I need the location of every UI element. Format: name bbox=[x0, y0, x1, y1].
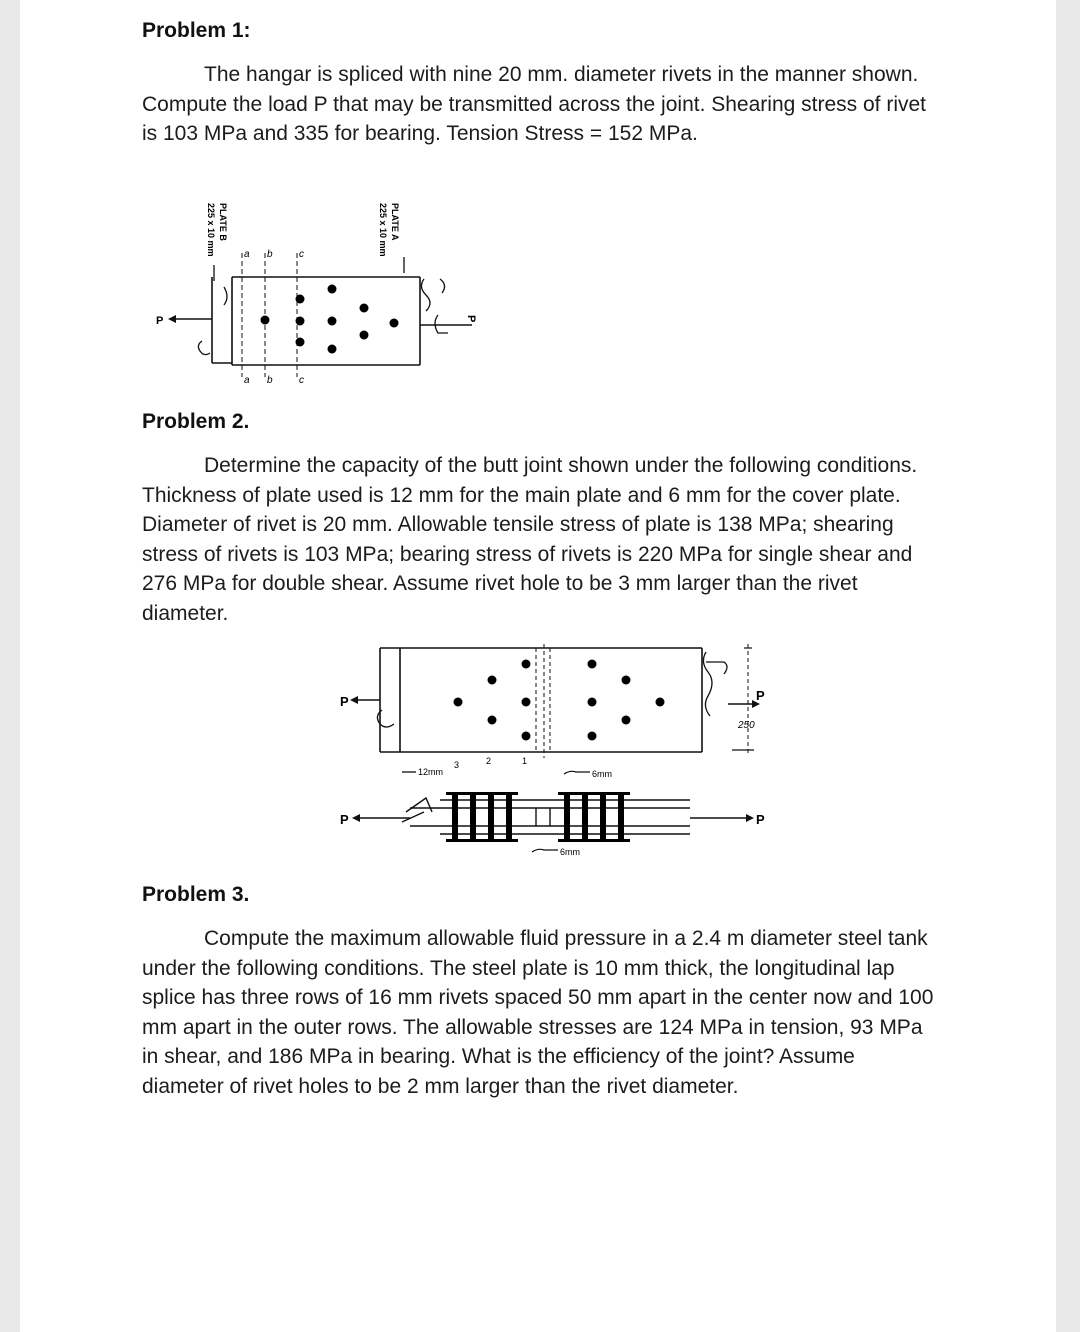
rivet-section bbox=[506, 794, 512, 840]
plate-a-size: 225 x 10 mm bbox=[378, 203, 388, 257]
plate-a-break-mark bbox=[421, 279, 430, 311]
problem-1-heading: Problem 1: bbox=[142, 19, 251, 42]
rivet bbox=[656, 698, 665, 707]
load-arrow-right bbox=[420, 315, 477, 325]
plate-b-outline bbox=[212, 277, 232, 365]
rivet-section bbox=[618, 794, 624, 840]
load-arrow-left bbox=[156, 315, 212, 327]
rivet bbox=[261, 316, 270, 325]
problem-1-text: The hangar is spliced with nine 20 mm. diameter rivets in the manner shown. Compute the load P that may be transmitted across the joint. Shearing stress of rivet is 103 MPa and 335 for bearing. Tension Stress = 152 MPa. bbox=[142, 63, 927, 145]
rivet-pattern bbox=[454, 660, 665, 741]
problem-1-figure bbox=[142, 195, 482, 395]
rivet bbox=[588, 732, 597, 741]
load-right-label: P bbox=[465, 315, 477, 323]
rivet bbox=[488, 676, 497, 685]
load-arrow-right bbox=[728, 688, 765, 708]
rivet-section bbox=[582, 794, 588, 840]
load-arrow-left-section bbox=[340, 812, 410, 827]
cover-bottom-thickness: 6mm bbox=[560, 847, 580, 857]
main-plate-thickness: 12mm bbox=[418, 767, 444, 777]
load-right-section-label: P bbox=[756, 812, 765, 827]
rivet bbox=[296, 317, 305, 326]
splice-center-lines bbox=[536, 644, 550, 758]
rivet bbox=[588, 698, 597, 707]
width-dimension: 250 bbox=[738, 720, 755, 731]
rivet bbox=[622, 716, 631, 725]
rivet bbox=[522, 698, 531, 707]
rivet-section bbox=[564, 794, 570, 840]
rivet bbox=[588, 660, 597, 669]
rivet bbox=[522, 660, 531, 669]
document-page bbox=[20, 0, 1056, 1332]
row-2-label: 2 bbox=[486, 756, 492, 766]
problem-2-figure bbox=[310, 640, 770, 865]
section-a-bottom: a bbox=[244, 375, 250, 386]
plate-a-label: PLATE A bbox=[390, 203, 400, 241]
section-c-top: c bbox=[299, 249, 304, 260]
problem-3-heading: Problem 3. bbox=[142, 883, 250, 906]
rivet bbox=[360, 331, 369, 340]
rivet-pattern bbox=[261, 285, 399, 354]
problem-2-heading: Problem 2. bbox=[142, 410, 250, 433]
rivet bbox=[454, 698, 463, 707]
rivet bbox=[296, 295, 305, 304]
rivet bbox=[296, 338, 305, 347]
rivet bbox=[522, 732, 531, 741]
cover-top-thickness: 6mm bbox=[592, 769, 612, 779]
load-left-section-label: P bbox=[340, 812, 349, 827]
section-b-bottom: b bbox=[267, 375, 273, 386]
section-lines bbox=[242, 253, 297, 377]
section-b-top: b bbox=[267, 249, 273, 260]
load-left-label: P bbox=[156, 315, 164, 327]
section-c-bottom: c bbox=[299, 375, 304, 386]
rivet bbox=[390, 319, 399, 328]
plate-b-size: 225 x 10 mm bbox=[206, 203, 216, 257]
row-1-label: 1 bbox=[522, 756, 528, 766]
rivet bbox=[328, 317, 337, 326]
rivet bbox=[328, 285, 337, 294]
butt-joint-plan-outline bbox=[380, 648, 702, 752]
row-3-label: 3 bbox=[454, 760, 460, 770]
rivet-section bbox=[452, 794, 458, 840]
rivet-section bbox=[488, 794, 494, 840]
section-a-top: a bbox=[244, 249, 250, 260]
rivet bbox=[360, 304, 369, 313]
rivet-section bbox=[470, 794, 476, 840]
load-arrow-right-section bbox=[690, 812, 765, 827]
rivet-section bbox=[600, 794, 606, 840]
load-left-label: P bbox=[340, 694, 349, 709]
plate-b-label: PLATE B bbox=[218, 203, 228, 241]
problem-3-text: Compute the maximum allowable fluid pressure in a 2.4 m diameter steel tank under the following conditions. The steel plate is 10 mm thick, the longitudinal lap splice has three rows of 16 mm rivets spaced 50 mm apart in the center now and 100 mm apart in the outer rows. The allowable stresses are 124 MPa in tension, 93 MPa in shear, and 186 MPa in bearing. What is the efficiency of the joint? Assume diameter of rivet holes to be 2 mm larger than the rivet diameter. bbox=[142, 927, 934, 1098]
rivet bbox=[622, 676, 631, 685]
load-arrow-left bbox=[340, 694, 380, 709]
rivet bbox=[328, 345, 337, 354]
load-right-label: P bbox=[756, 688, 765, 703]
butt-joint-section-view bbox=[402, 798, 690, 834]
rivet bbox=[488, 716, 497, 725]
plate-b-break-mark bbox=[198, 341, 210, 355]
problem-2-text: Determine the capacity of the butt joint shown under the following conditions. Thickness of plate used is 12 mm for the main plate and 6 mm for the cover plate. Diameter of rivet is 20 mm. Allowable tensile stress of plate is 138 MPa; shearing stress of rivets is 103 MPa; bearing stress of rivets is 220 MPa for single shear and 276 MPa for double shear. Assume rivet hole to be 3 mm larger than the rivet diameter. bbox=[142, 454, 918, 625]
